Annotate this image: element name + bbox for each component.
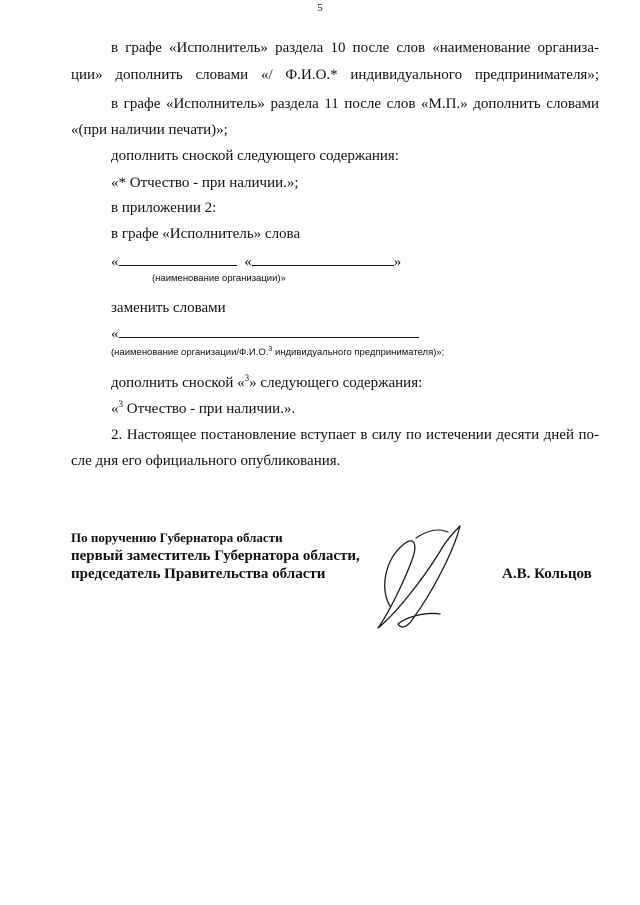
paragraph-line: дополнить сноской следующего содержания: bbox=[111, 148, 400, 164]
page-number: 5 bbox=[317, 2, 323, 14]
blank-underline bbox=[252, 254, 394, 266]
signature-block-line: первый заместитель Губернатора области, bbox=[71, 548, 360, 564]
paragraph-line: в графе «Исполнитель» раздела 10 после слов «наименование организа- bbox=[111, 40, 599, 56]
paragraph-line: «* Отчество - при наличии.»; bbox=[111, 175, 299, 191]
quote-open: « bbox=[111, 326, 119, 342]
blank-underline bbox=[119, 326, 419, 338]
paragraph-line: сле дня его официального опубликования. bbox=[71, 453, 341, 469]
paragraph-line: «(при наличии печати)»; bbox=[71, 122, 228, 138]
paragraph-line: в графе «Исполнитель» раздела 11 после слов «М.П.» дополнить словами bbox=[111, 96, 599, 112]
paragraph-line: дополнить сноской «$^3$» следующего содержания: bbox=[111, 373, 423, 391]
form-caption: (наименование организации/Ф.И.О.$^3$ индивидуального предпринимателя)»; bbox=[111, 346, 445, 358]
handwritten-signature bbox=[368, 520, 478, 635]
paragraph-line: 2. Настоящее постановление вступает в силу по истечении десяти дней по- bbox=[111, 427, 599, 443]
signature-block-line: председатель Правительства области bbox=[71, 566, 326, 582]
signatory-name: А.В. Кольцов bbox=[502, 566, 592, 582]
paragraph-line: «$^3$ Отчество - при наличии.». bbox=[111, 399, 296, 417]
quote-open: « bbox=[111, 254, 119, 270]
paragraph-line: в графе «Исполнитель» слова bbox=[111, 226, 301, 242]
paragraph-line: в приложении 2: bbox=[111, 200, 217, 216]
form-blank-replacement bbox=[111, 326, 419, 343]
quote-close: » bbox=[393, 254, 402, 270]
paragraph-line: заменить словами bbox=[111, 300, 226, 316]
signature-block-line: По поручению Губернатора области bbox=[71, 530, 283, 545]
quote-open: « bbox=[244, 254, 252, 270]
form-blank-original bbox=[111, 254, 401, 271]
form-caption: (наименование организации)» bbox=[152, 273, 286, 284]
blank-underline bbox=[119, 254, 237, 266]
paragraph-line: ции» дополнить словами «/ Ф.И.О.* индивидуального предпринимателя»; bbox=[71, 67, 599, 83]
